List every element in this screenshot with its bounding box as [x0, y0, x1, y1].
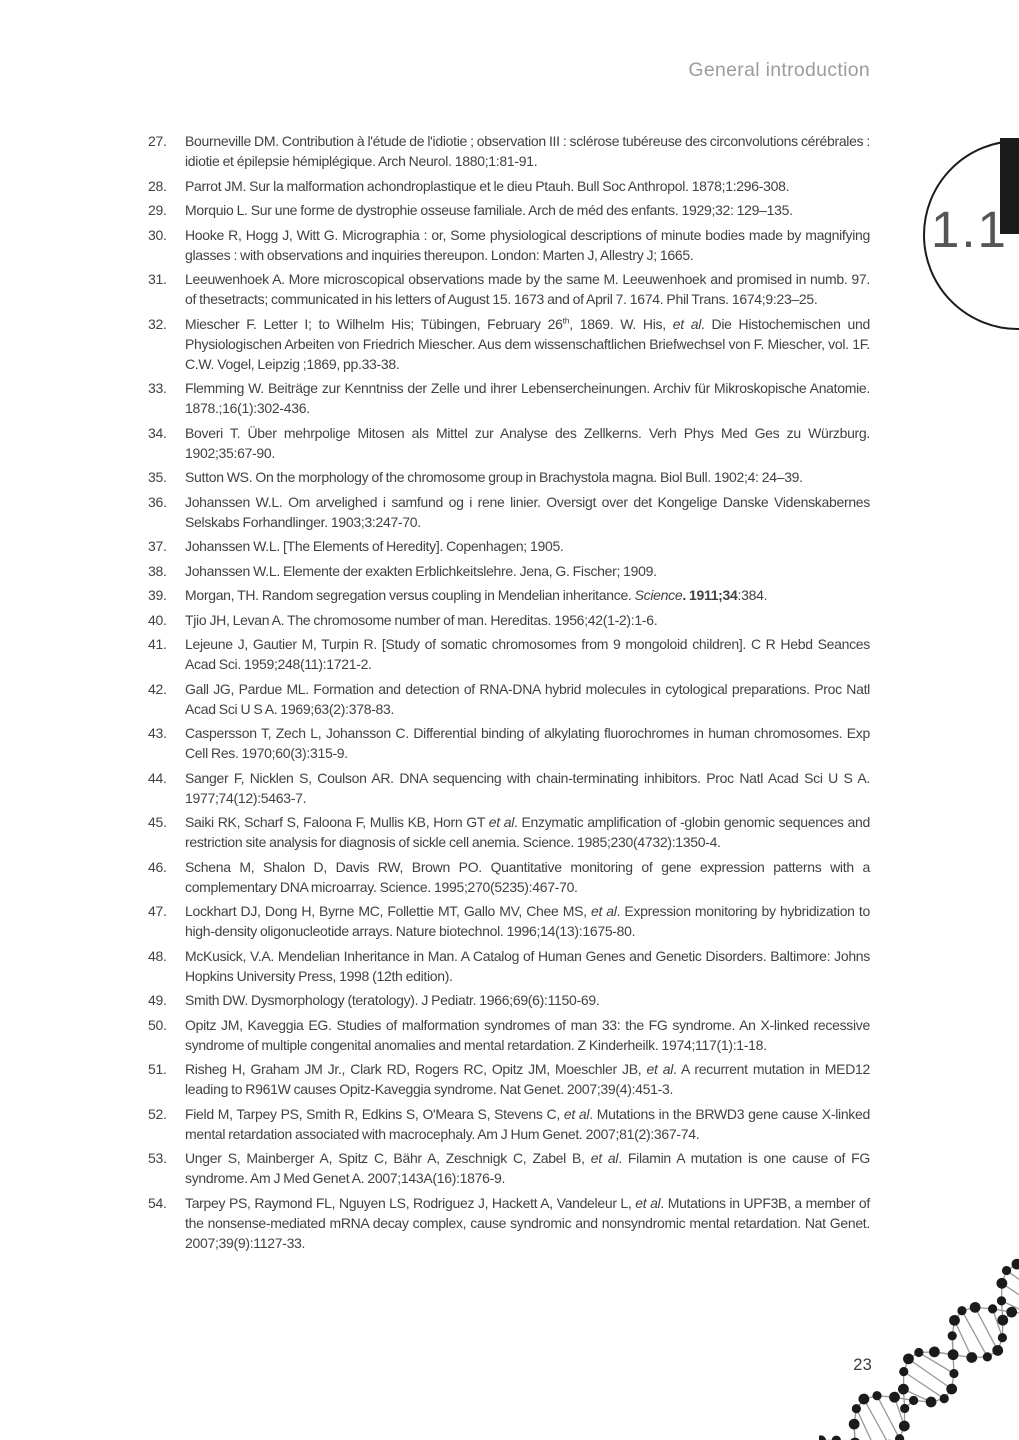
- reference-item: [148, 423, 870, 463]
- reference-number: 51.: [148, 1061, 167, 1077]
- reference-number: 34.: [148, 424, 167, 441]
- reference-number: 33.: [148, 380, 167, 396]
- reference-item: [148, 857, 870, 897]
- reference-number: 47.: [148, 903, 167, 919]
- chapter-number: 1.1: [931, 201, 1008, 258]
- reference-number: 36.: [148, 493, 167, 510]
- reference-item: [148, 200, 870, 220]
- reference-text: Morgan, TH. Random segregation versus coupling in Mendelian inheritance. Science. 1911;34:384.: [185, 587, 768, 603]
- reference-text: Parrot JM. Sur la malformation achondroplastique et le dieu Ptauh. Bull Soc Anthropol. 1878;1:296-308.: [185, 177, 790, 194]
- reference-item: [148, 901, 870, 941]
- reference-item: [148, 467, 870, 487]
- reference-text: Leeuwenhoek A. More microscopical observations made by the same M. Leeuwenhoek and promised in numb. 97. of thesetracts; communicated in his letters of August 15. 1673 and of April 7. 1674. Phil Trans. 1674;9:23–25.: [185, 271, 870, 307]
- reference-item: [148, 723, 870, 763]
- reference-item: [148, 561, 870, 581]
- reference-text: Sutton WS. On the morphology of the chromosome group in Brachystola magna. Biol Bull. 1902;4: 24–39.: [185, 469, 803, 485]
- reference-text: Hooke R, Hogg J, Witt G. Micrographia : or, Some physiological descriptions of minute bodies made by magnifying glasses : with observations and inquiries thereupon. London: Marten J, Allestry J; 1665.: [185, 226, 870, 263]
- reference-text: Morquio L. Sur une forme de dystrophie osseuse familiale. Arch de méd des enfants. 1929;32: 129–135.: [185, 202, 793, 218]
- reference-number: 50.: [148, 1016, 167, 1033]
- reference-list: [148, 131, 870, 1257]
- reference-number: 40.: [148, 611, 167, 628]
- reference-number: 43.: [148, 725, 167, 741]
- reference-text: Caspersson T, Zech L, Johansson C. Differential binding of alkylating fluorochromes in human chromosomes. Exp Cell Res. 1970;60(3):315-9.: [185, 725, 870, 761]
- reference-text: Risheg H, Graham JM Jr., Clark RD, Rogers RC, Opitz JM, Moeschler JB, et al. A recurrent mutation in MED12 leading to R961W causes Opitz-Kaveggia syndrome. Nat Genet. 2007;39(4):451-3.: [185, 1061, 870, 1097]
- reference-text: Smith DW. Dysmorphology (teratology). J Pediatr. 1966;69(6):1150-69.: [185, 992, 600, 1008]
- reference-number: 39.: [148, 587, 167, 603]
- reference-number: 52.: [148, 1105, 167, 1122]
- reference-number: 30.: [148, 226, 167, 243]
- reference-text: Field M, Tarpey PS, Smith R, Edkins S, O'Meara S, Stevens C, et al. Mutations in the BRWD3 gene cause X-linked mental retardation associated with macrocephaly. Am J Hum Genet. 2007;81(2):367-74.: [185, 1105, 870, 1142]
- reference-number: 54.: [148, 1194, 167, 1211]
- dna-helix-icon: [819, 1245, 1019, 1440]
- reference-number: 29.: [148, 202, 167, 218]
- reference-item: [148, 378, 870, 418]
- reference-text: Tarpey PS, Raymond FL, Nguyen LS, Rodriguez J, Hackett A, Vandeleur L, et al. Mutations in UPF3B, a member of the nonsense-mediated mRNA decay complex, cause syndromic and nonsyndromic mental retardation. Nat Genet. 2007;39(9):1127-33.: [185, 1194, 871, 1251]
- reference-item: [148, 946, 870, 986]
- reference-number: 46.: [148, 858, 167, 875]
- reference-text: Boveri T. Über mehrpolige Mitosen als Mittel zur Analyse des Zellkerns. Verh Phys Med Ges zu Würzburg. 1902;35:67-90.: [185, 424, 870, 461]
- page-number: 23: [853, 1356, 872, 1374]
- reference-item: [148, 269, 870, 309]
- reference-item: [148, 492, 870, 532]
- reference-number: 41.: [148, 636, 167, 652]
- reference-item: [148, 1015, 870, 1055]
- reference-item: [148, 176, 870, 196]
- reference-text: Johanssen W.L. [The Elements of Heredity]. Copenhagen; 1905.: [185, 538, 564, 554]
- reference-text: Lockhart DJ, Dong H, Byrne MC, Follettie MT, Gallo MV, Chee MS, et al. Expression monitoring by hybridization to high-density oligonucleotide arrays. Nature biotechnol. 1996;14(13):1675-80.: [185, 903, 870, 939]
- reference-number: 44.: [148, 769, 167, 786]
- reference-item: [148, 768, 870, 808]
- reference-number: 42.: [148, 680, 167, 697]
- reference-number: 38.: [148, 562, 167, 579]
- reference-item: [148, 131, 870, 171]
- reference-item: [148, 990, 870, 1010]
- reference-item: [148, 1148, 870, 1188]
- reference-number: 28.: [148, 177, 167, 194]
- reference-number: 49.: [148, 992, 167, 1008]
- reference-text: Miescher F. Letter I; to Wilhelm His; Tübingen, February 26th, 1869. W. His, et al. Die Histochemischen und Physiologischen Arbeiten von Friedrich Miescher. Aus dem wissenschaftlichen Briefwechsel von F. Miescher, vol. 1F. C.W. Vogel, Leipzig ;1869, pp.33-38.: [185, 314, 871, 372]
- reference-item: [148, 634, 870, 674]
- reference-text: Saiki RK, Scharf S, Faloona F, Mullis KB, Horn GT et al. Enzymatic amplification of -globin genomic sequences and restriction site analysis for diagnosis of sickle cell anemia. Science. 1985;230(4732):1350-4.: [185, 814, 870, 850]
- reference-number: 27.: [148, 133, 167, 149]
- reference-text: Sanger F, Nicklen S, Coulson AR. DNA sequencing with chain-terminating inhibitors. Proc Natl Acad Sci U S A. 1977;74(12):5463-7.: [185, 769, 870, 806]
- reference-item: [148, 1193, 870, 1253]
- reference-item: [148, 679, 870, 719]
- reference-number: 31.: [148, 271, 167, 287]
- reference-text: Johanssen W.L. Om arvelighed i samfund og i rene linier. Oversigt over det Kongelige Danske Videnskabernes Selskabs Forhandlinger. 1903;3:247-70.: [185, 493, 870, 530]
- reference-text: Lejeune J, Gautier M, Turpin R. [Study of somatic chromosomes from 9 mongoloid children]. C R Hebd Seances Acad Sci. 1959;248(11):1721-2.: [185, 636, 870, 672]
- reference-number: 45.: [148, 814, 167, 830]
- reference-number: 53.: [148, 1150, 167, 1166]
- reference-text: Tjio JH, Levan A. The chromosome number of man. Hereditas. 1956;42(1-2):1-6.: [185, 611, 658, 628]
- reference-item: [148, 1059, 870, 1099]
- reference-number: 48.: [148, 947, 167, 964]
- reference-item: [148, 314, 870, 374]
- reference-text: Schena M, Shalon D, Davis RW, Brown PO. Quantitative monitoring of gene expression patterns with a complementary DNA microarray. Science. 1995;270(5235):467-70.: [185, 858, 870, 895]
- reference-number: 35.: [148, 469, 167, 485]
- reference-text: Flemming W. Beiträge zur Kenntniss der Zelle und ihrer Lebensercheinungen. Archiv für Mikroskopische Anatomie. 1878.;16(1):302-436.: [185, 380, 870, 416]
- reference-text: Bourneville DM. Contribution à l'étude de l'idiotie ; observation III : sclérose tubéreuse des circonvolutions cérébrales : idiotie et épilepsie hémiplégique. Arch Neurol. 1880;1:81-91.: [185, 133, 870, 169]
- reference-text: Gall JG, Pardue ML. Formation and detection of RNA-DNA hybrid molecules in cytological preparations. Proc Natl Acad Sci U S A. 1969;63(2):378-83.: [185, 680, 870, 717]
- reference-text: Unger S, Mainberger A, Spitz C, Bähr A, Zeschnigk C, Zabel B, et al. Filamin A mutation is one cause of FG syndrome. Am J Med Genet A. 2007;143A(16):1876-9.: [185, 1150, 870, 1186]
- reference-text: Opitz JM, Kaveggia EG. Studies of malformation syndromes of man 33: the FG syndrome. An X-linked recessive syndrome of multiple congenital anomalies and mental retardation. Z Kinderheilk. 1974;117(1):1-18.: [185, 1016, 870, 1053]
- reference-number: 32.: [148, 315, 167, 332]
- reference-item: [148, 812, 870, 852]
- running-header: General introduction: [688, 59, 870, 81]
- reference-text: McKusick, V.A. Mendelian Inheritance in Man. A Catalog of Human Genes and Genetic Disorders. Baltimore: Johns Hopkins University Press, 1998 (12th edition).: [185, 947, 870, 984]
- reference-item: [148, 225, 870, 265]
- reference-item: [148, 585, 870, 605]
- reference-text: Johanssen W.L. Elemente der exakten Erblichkeitslehre. Jena, G. Fischer; 1909.: [185, 562, 657, 579]
- reference-number: 37.: [148, 538, 167, 554]
- reference-item: [148, 536, 870, 556]
- reference-item: [148, 1104, 870, 1144]
- reference-item: [148, 610, 870, 630]
